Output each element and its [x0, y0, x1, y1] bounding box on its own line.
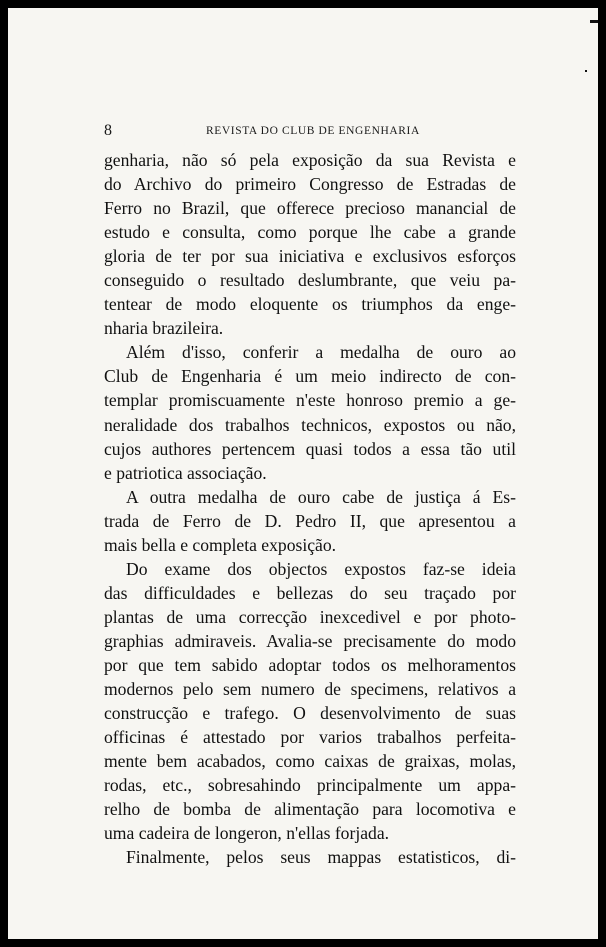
text-line: mente bem acabados, como caixas de graixas, molas,	[104, 751, 516, 772]
text-line: conseguido o resultado deslumbrante, que veiu pa-	[104, 270, 516, 291]
text-line: do Archivo do primeiro Congresso de Estradas de	[104, 174, 516, 195]
text-line: plantas de uma correcção inexcedivel e por photo-	[104, 606, 516, 627]
page-number: 8	[104, 122, 112, 139]
text-line: trada de Ferro de D. Pedro II, que apresentou a	[104, 510, 516, 531]
text-line: Além d'isso, conferir a medalha de ouro ao	[126, 342, 516, 363]
text-line: A outra medalha de ouro cabe de justiça á Es-	[126, 486, 516, 507]
scan-speck	[585, 70, 587, 72]
text-line: graphias admiraveis. Avalia-se precisamente do modo	[104, 630, 516, 651]
paragraph	[104, 485, 516, 557]
paragraph	[104, 557, 516, 846]
text-line: officinas é attestado por varios trabalhos perfeita-	[104, 727, 516, 748]
text-line: das difficuldades e bellezas do seu traçado por	[104, 582, 516, 603]
text-line: mais bella e completa exposição.	[104, 534, 337, 555]
running-title: REVISTA DO CLUB DE ENGENHARIA	[206, 125, 420, 137]
body-text	[104, 148, 516, 869]
text-line: Club de Engenharia é um meio indirecto de con-	[104, 366, 516, 387]
text-line: nharia brazileira.	[104, 318, 224, 339]
text-line: rodas, etc., sobresahindo principalmente um appa-	[104, 775, 516, 796]
book-page	[8, 8, 598, 939]
text-line: Ferro no Brazil, que offerece precioso manancial de	[104, 198, 516, 219]
text-line: gloria de ter por sua iniciativa e exclusivos esforços	[104, 246, 516, 267]
scan-speck	[590, 20, 598, 23]
text-line: por que tem sabido adoptar todos os melhoramentos	[104, 654, 516, 675]
text-line: templar promiscuamente n'este honroso premio a ge-	[104, 390, 516, 411]
text-line: cujos authores pertencem quasi todos a essa tão util	[104, 438, 516, 459]
text-line: Finalmente, pelos seus mappas estatisticos, di-	[126, 847, 516, 868]
text-line: neralidade dos trabalhos technicos, expostos ou não,	[104, 414, 516, 435]
text-line: uma cadeira de longeron, n'ellas forjada.	[104, 823, 390, 844]
text-line: relho de bomba de alimentação para locomotiva e	[104, 799, 516, 820]
text-line: Do exame dos objectos expostos faz-se ideia	[126, 558, 516, 579]
paragraph	[104, 340, 516, 484]
text-line: e patriotica associação.	[104, 462, 267, 483]
text-line: construcção e trafego. O desenvolvimento de suas	[104, 703, 516, 724]
text-line: modernos pelo sem numero de specimens, relativos a	[104, 679, 516, 700]
paragraph	[104, 148, 516, 340]
text-line: genharia, não só pela exposição da sua Revista e	[104, 150, 516, 170]
text-line: estudo e consulta, como porque lhe cabe a grande	[104, 222, 516, 243]
paragraph	[104, 845, 516, 869]
text-line: tentear de modo eloquente os triumphos da enge-	[104, 294, 516, 315]
